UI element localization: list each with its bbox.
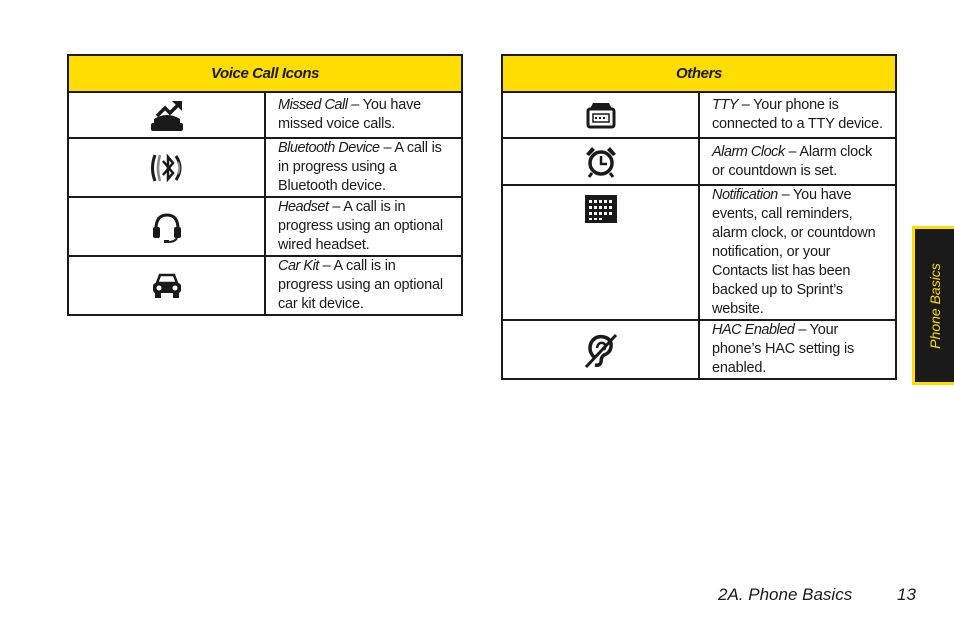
- tty-icon: [585, 100, 617, 130]
- car-kit-icon: [149, 269, 185, 303]
- icon-term: HAC Enabled: [712, 322, 795, 338]
- headset-icon: [149, 209, 185, 245]
- icon-description: – Your phone is connected to a TTY device.: [712, 97, 883, 132]
- icon-description: – Alarm clock or countdown is set.: [712, 143, 873, 179]
- bluetooth-device-icon: [147, 149, 187, 187]
- table-row: [502, 185, 896, 320]
- alarm-clock-icon: [583, 144, 619, 180]
- footer-section-title: 2A. Phone Basics: [718, 585, 853, 604]
- icon-term: Missed Call: [278, 97, 348, 113]
- icon-term: TTY: [712, 97, 738, 113]
- icon-term: Bluetooth Device: [278, 140, 380, 156]
- icon-term: Alarm Clock: [712, 143, 785, 160]
- hac-enabled-icon: [582, 331, 620, 369]
- icon-description: – You have missed voice calls.: [278, 97, 422, 132]
- icon-term: Headset: [278, 199, 329, 215]
- missed-call-icon: [148, 96, 186, 134]
- table-row: [68, 256, 462, 315]
- table-row: [68, 92, 462, 138]
- voice-call-icons-table: [67, 54, 463, 316]
- footer-page-number: 13: [897, 585, 916, 604]
- section-side-tab: [912, 226, 954, 385]
- icon-term: Car Kit: [278, 258, 319, 274]
- table-row: [502, 138, 896, 185]
- voice-call-icons-header: Voice Call Icons: [68, 55, 462, 92]
- icon-term: Notification: [712, 187, 778, 203]
- table-row: [502, 320, 896, 379]
- others-table: [501, 54, 897, 380]
- icon-description: – You have events, call reminders, alarm clock, or countdown notification, or your Contacts list has been backed up to Sprint’s website.: [712, 187, 876, 317]
- icon-description: – A call is in progress using an optional car kit device.: [278, 258, 443, 312]
- icon-description: – Your phone’s HAC setting is enabled.: [712, 322, 855, 376]
- table-row: [502, 92, 896, 138]
- others-header: Others: [502, 55, 896, 92]
- table-row: [68, 138, 462, 197]
- icon-description: – A call is in progress using a Bluetooth device.: [278, 140, 442, 194]
- table-row: [68, 197, 462, 256]
- icon-description: – A call is in progress using an optional wired headset.: [278, 199, 443, 253]
- notification-icon: [584, 194, 618, 224]
- side-tab-label: Phone Basics: [926, 262, 943, 349]
